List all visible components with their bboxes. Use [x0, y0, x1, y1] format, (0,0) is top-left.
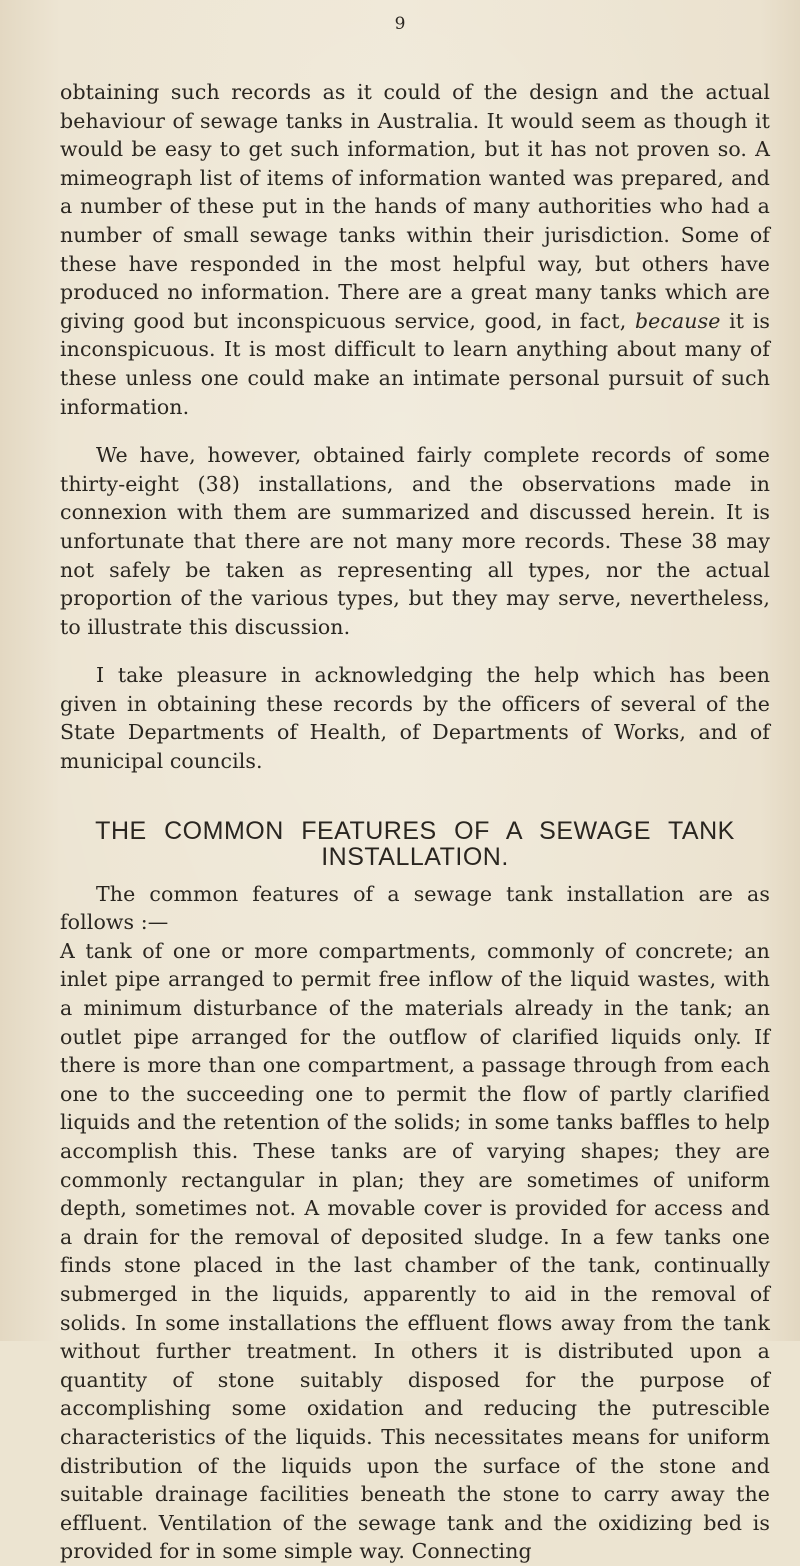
paragraph-features-body: A tank of one or more compartments, commonly of concrete; an inlet pipe arranged to permit free inflow of the liquid wastes, with a minimum disturbance of the materials already in the tank; an outlet pipe arranged for the outflow of clarified liquids only. If there is more than one compartment, a passage through from each one to the succeeding one to permit the flow of partly clarified liquids and the retention of the solids; in some tanks baffles to help accomplish this. These tanks are of varying shapes; they are commonly rectangular in plan; they are sometimes of uniform depth, sometimes not. A movable cover is provided for access and a drain for the removal of deposited sludge. In a few tanks one finds stone placed in the last chamber of the tank, continually submerged in the liquids, apparently to aid in the removal of solids. In some installations the effluent flows away from the tank without further treatment. In others it is distributed upon a quantity of stone suitably disposed for the purpose of accomplishing some oxidation and reducing the putrescible characteristics of the liquids. This necessitates means for uniform distribution of the liquids upon the surface of the stone and suitable drainage facilities beneath the stone to carry away the effluent. Ventilation of the sewage tank and the oxidizing bed is provided for in some simple way. Connecting [60, 938, 770, 1564]
section-heading [60, 818, 770, 870]
page-body [60, 78, 770, 1566]
paragraph-records-text: obtaining such records as it could of the design and the actual behaviour of sewage tanks in Australia. It would seem as though it would be easy to get such information, but it has not proven so. A mimeograph list of items of information wanted was prepared, and a number of these put in the hands of many authorities who had a number of small sewage tanks within their jurisdiction. Some of these have responded in the most helpful way, but others have produced no information. There are a great many tanks which are giving good but inconspicuous service, good, in fact, [60, 80, 770, 333]
paragraph-records-text-end: it is inconspicuous. It is most difficult to learn anything about many of these unless one could make an intimate personal pursuit of such information. [60, 308, 770, 419]
emphasis-because: because [634, 308, 721, 333]
paragraph-records [60, 78, 770, 421]
section-heading-line-2: INSTALLATION. [321, 842, 509, 871]
paragraph-installations: We have, however, obtained fairly complete records of some thirty-eight (38) installations, and the observations made in connexion with them are summarized and discussed herein. It is unfortunate that there are not many more records. These 38 may not safely be taken as representing all types, nor the actual proportion of the various types, but they may serve, nevertheless, to illustrate this discussion. [60, 443, 770, 639]
paragraph-features-intro: The common features of a sewage tank installation are as follows :— [60, 881, 770, 935]
paragraph-acknowledgement: I take pleasure in acknowledging the help which has been given in obtaining these records by the officers of several of the State Departments of Health, of Departments of Works, and of municipal councils. [60, 663, 770, 774]
page-number: 9 [394, 14, 406, 34]
section-heading-line-1: THE COMMON FEATURES OF A SEWAGE TANK [95, 816, 735, 845]
